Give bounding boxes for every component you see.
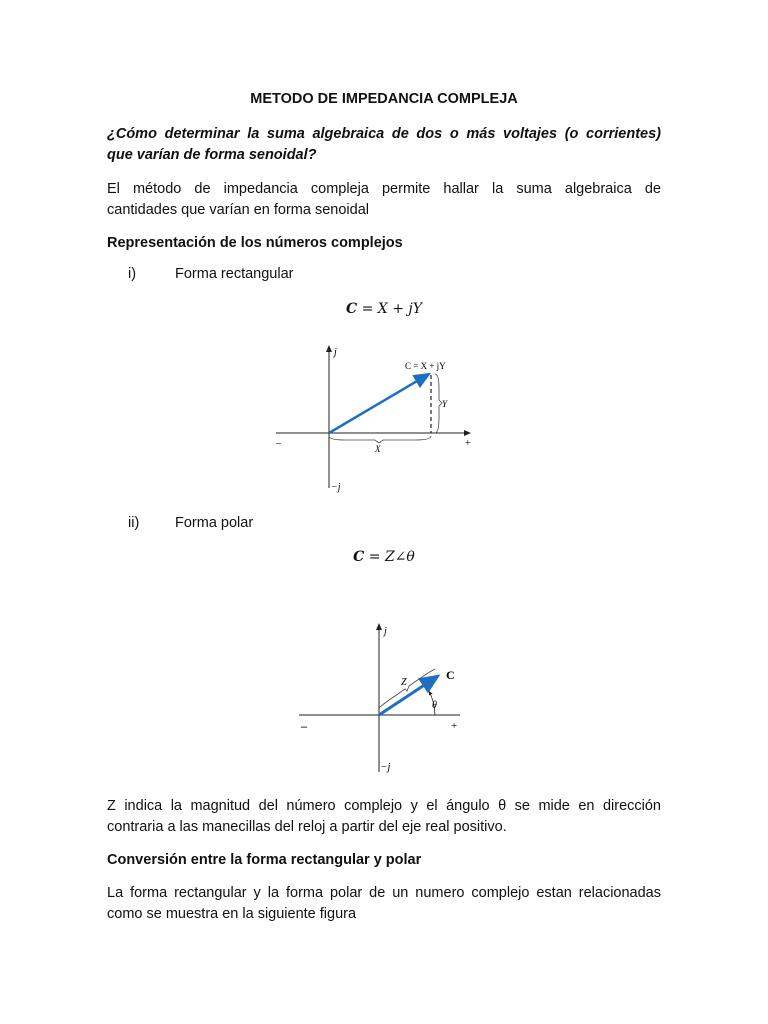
plus-label: + [451, 720, 458, 732]
z-label: Z [401, 677, 407, 688]
conversion-paragraph [107, 883, 661, 925]
equation-rest: = X + jY [357, 301, 422, 317]
polar-form-figure [295, 618, 470, 778]
z-line-2: contraria a las manecillas del reloj a partir del eje real positivo. [107, 819, 507, 835]
equation-rest: = Z∠θ [364, 549, 415, 565]
axis-j-label: j [334, 347, 337, 358]
minus-label: – [301, 719, 307, 733]
plus-label: + [465, 438, 471, 449]
rectangular-form-figure [270, 338, 480, 498]
theta-label: θ [432, 700, 437, 711]
question-line-2: que varían de forma senoidal? [107, 147, 317, 163]
equation-bold-c: C [346, 301, 358, 317]
list-label-polar: Forma polar [175, 515, 254, 531]
z-brace [379, 669, 435, 708]
x-label: X [375, 444, 381, 454]
c-label: C [446, 668, 455, 682]
axis-neg-j-label: −j [380, 761, 391, 773]
section-heading-conversion: Conversión entre la forma rectangular y polar [107, 852, 422, 868]
y-brace [435, 374, 442, 433]
equation-rectangular [0, 301, 768, 317]
magnitude-paragraph [107, 796, 661, 838]
vector-c [329, 374, 429, 433]
conv-line-1: La forma rectangular y la forma polar de un numero complejo estan relacionadas [107, 885, 661, 901]
list-number-2: ii) [128, 515, 140, 531]
conv-line-2: como se muestra en la siguiente figura [107, 906, 357, 922]
x-brace [329, 436, 431, 443]
y-label: Y [442, 399, 448, 409]
equation-polar [0, 549, 768, 565]
list-number-1: i) [128, 266, 137, 282]
section-heading-representation: Representación de los números complejos [107, 235, 403, 251]
z-line-1: Z indica la magnitud del número complejo y el ángulo θ se mide en dirección [107, 798, 661, 814]
question-paragraph [107, 124, 661, 166]
axis-neg-j-label: −j [331, 482, 341, 493]
vector-c-label: C = X + jY [405, 361, 446, 371]
page-title: METODO DE IMPEDANCIA COMPLEJA [250, 91, 518, 107]
intro-line-2: cantidades que varían en forma senoidal [107, 202, 369, 218]
equation-bold-c: C [353, 549, 365, 565]
intro-line-1: El método de impedancia compleja permite hallar la suma algebraica de [107, 181, 661, 197]
axis-j-label: j [384, 626, 387, 637]
question-line-1: ¿Cómo determinar la suma algebraica de dos o más voltajes (o corrientes) [107, 126, 661, 142]
vector-c [379, 676, 438, 715]
intro-paragraph [107, 179, 661, 221]
list-label-rectangular: Forma rectangular [175, 266, 294, 282]
minus-label: – [276, 438, 281, 449]
